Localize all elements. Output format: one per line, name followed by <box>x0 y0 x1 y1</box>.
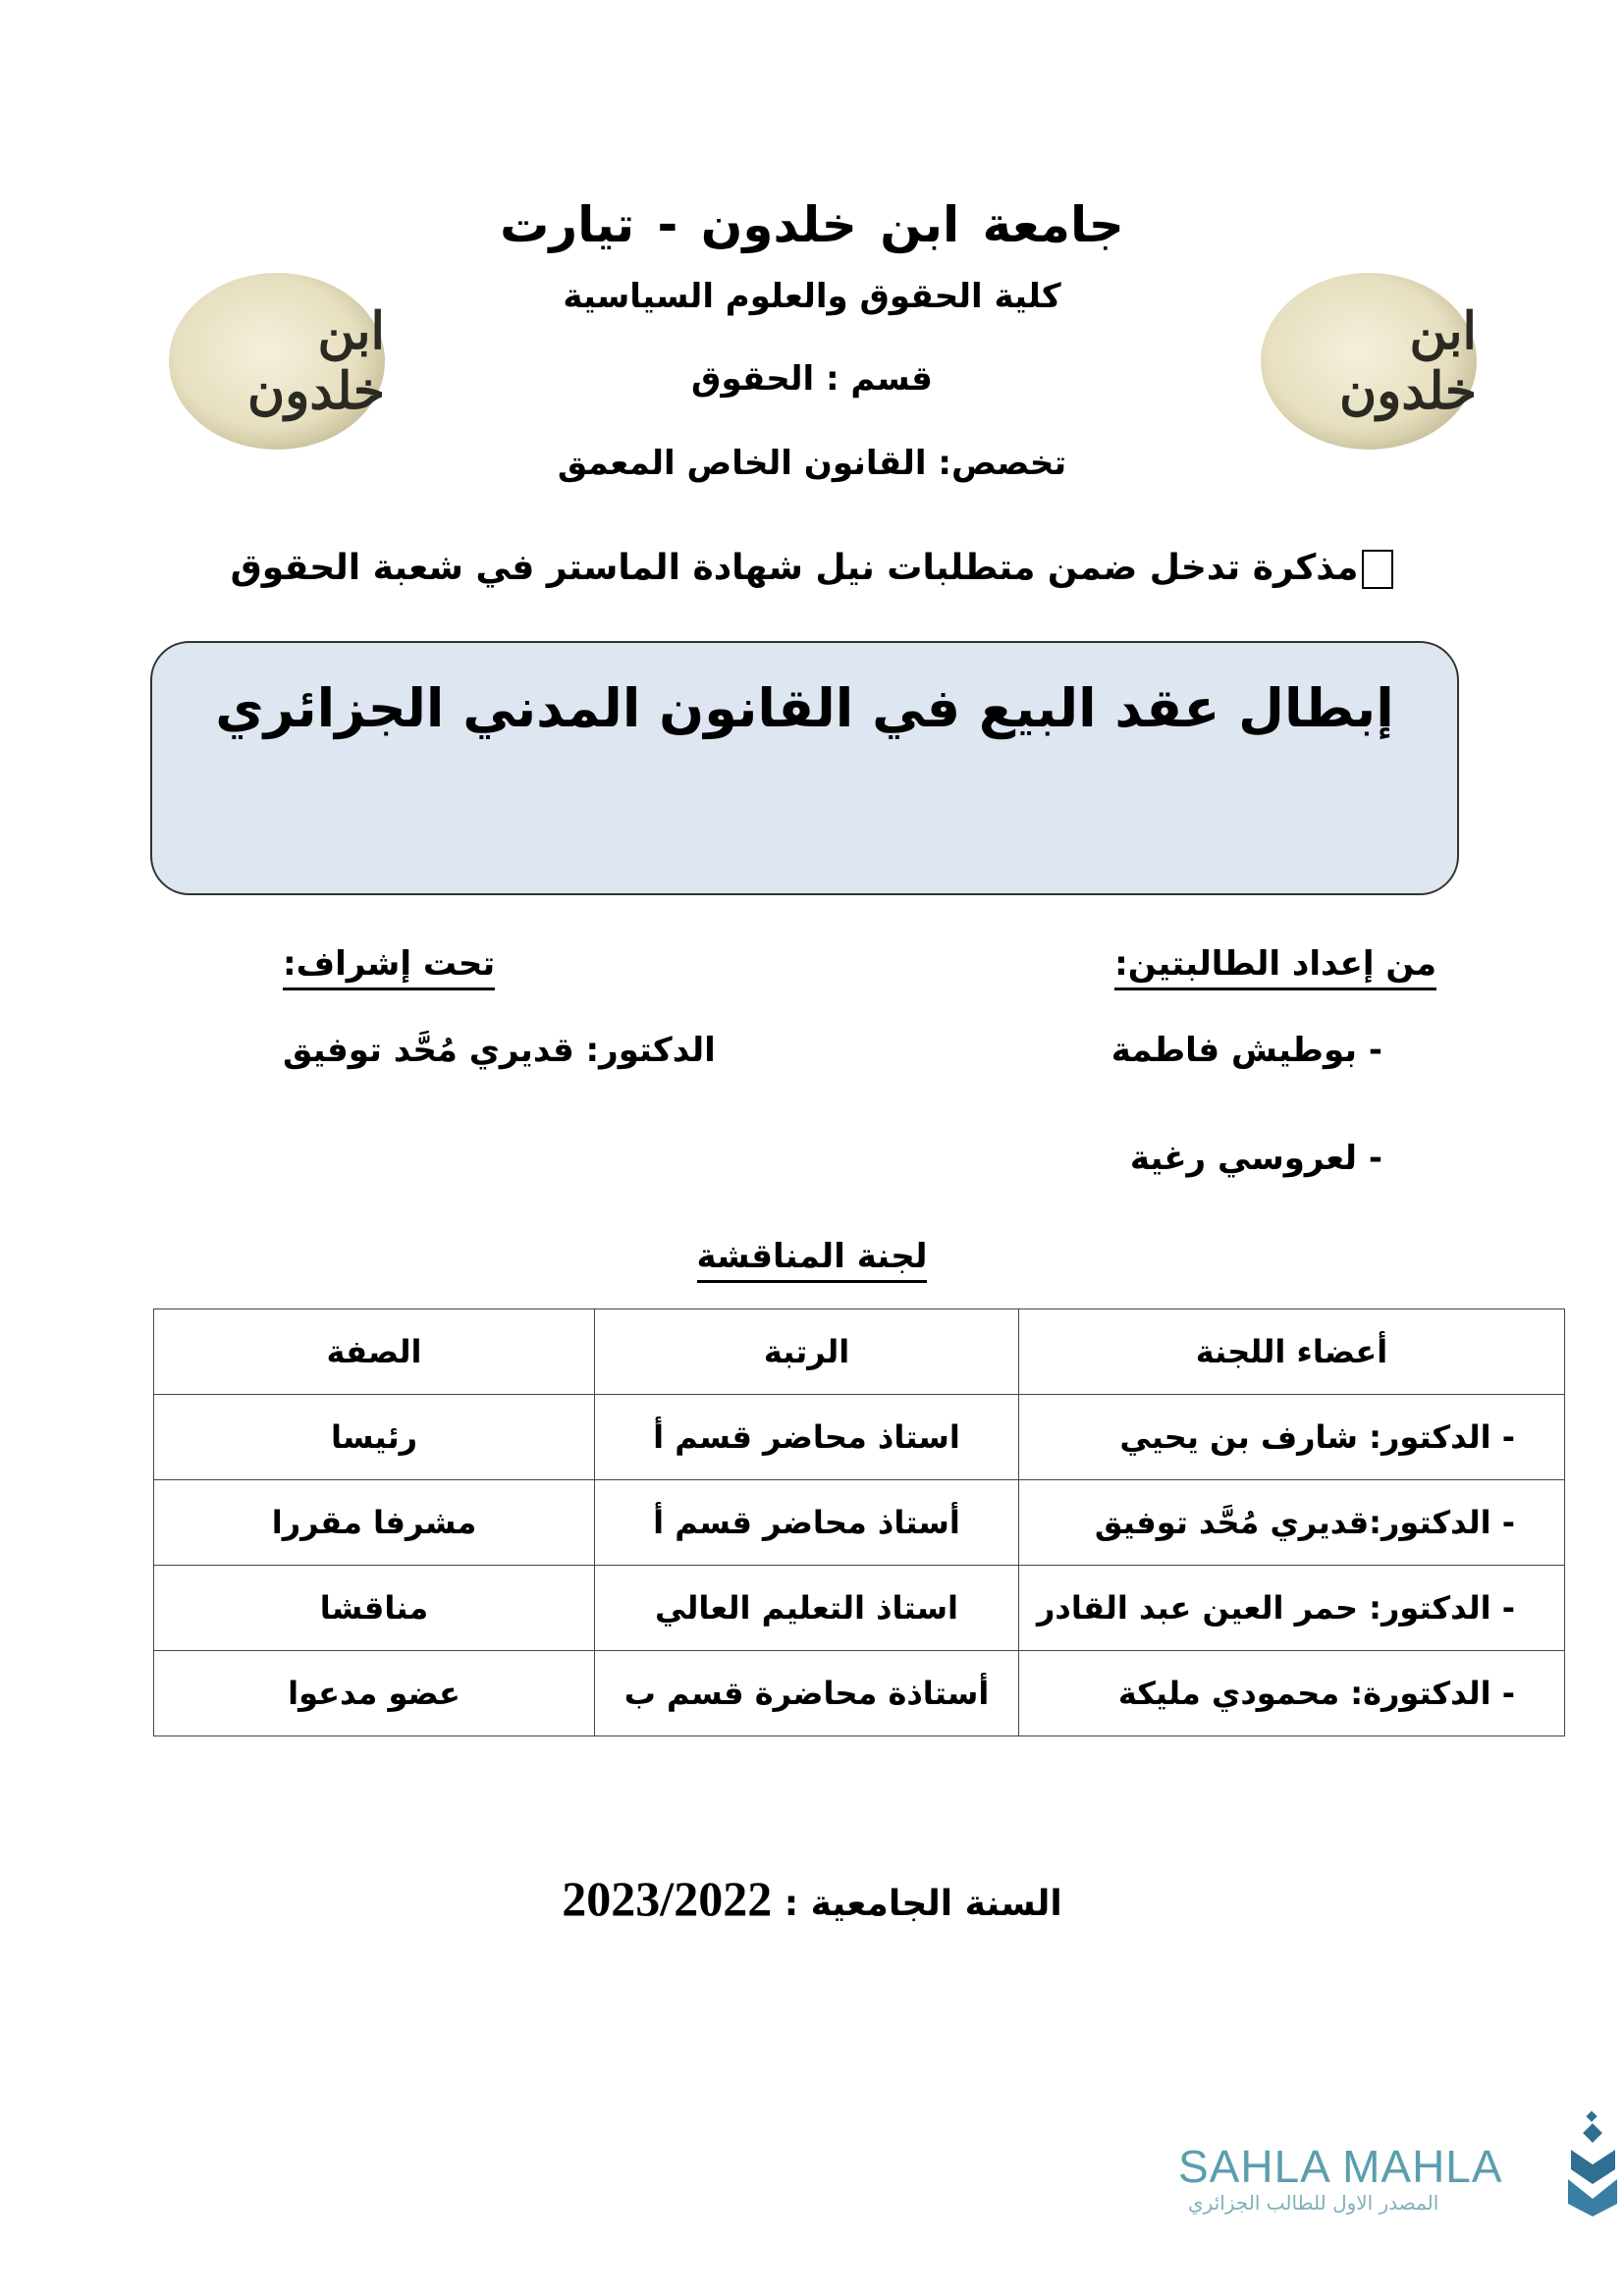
table-row <box>154 1480 1565 1566</box>
member-rank: استاذ التعليم العالي <box>595 1566 1019 1651</box>
member-name: - الدكتور: شارف بن يحيي <box>1019 1395 1565 1480</box>
watermark-brand: SAHLA MAHLA <box>1178 2141 1503 2192</box>
member-name: - الدكتور: حمر العين عبد القادر <box>1019 1566 1565 1651</box>
member-name: - الدكتورة: محمودي مليكة <box>1019 1651 1565 1736</box>
student-name: - بوطيش فاطمة <box>1110 1031 1382 1070</box>
member-rank: أستاذة محاضرة قسم ب <box>595 1651 1019 1736</box>
header-role: الصفة <box>154 1309 595 1395</box>
member-rank: أستاذ محاضر قسم أ <box>595 1480 1019 1566</box>
committee-title-text: لجنة المناقشة <box>697 1237 928 1283</box>
academic-year-value: 2023/2022 <box>562 1871 773 1926</box>
seal-text: ابن خلدون <box>1339 301 1477 421</box>
supervisor-name: الدكتور: قديري مُحَّد توفيق <box>283 1031 716 1070</box>
students-label: من إعداد الطالبتين: <box>1114 944 1436 990</box>
table-row <box>154 1566 1565 1651</box>
member-name: - الدكتور:قديري مُحَّد توفيق <box>1019 1480 1565 1566</box>
faculty-name: كلية الحقوق والعلوم السياسية <box>563 277 1061 316</box>
member-role: مشرفا مقررا <box>154 1480 595 1566</box>
member-role: مناقشا <box>154 1566 595 1651</box>
memo-note-text: مذكرة تدخل ضمن متطلبات نيل شهادة الماستر في شعبة الحقوق <box>230 548 1359 588</box>
member-rank: استاذ محاضر قسم أ <box>595 1395 1019 1480</box>
table-row <box>154 1651 1565 1736</box>
calligraphy-logo-icon <box>1566 2110 1620 2218</box>
header-members: أعضاء اللجنة <box>1019 1309 1565 1395</box>
supervision-label: تحت إشراف: <box>283 944 495 990</box>
committee-table <box>153 1308 1565 1736</box>
sahla-mahla-watermark <box>1178 2110 1620 2218</box>
thesis-title: إبطال عقد البيع في القانون المدني الجزائري <box>215 677 1394 739</box>
seal-text: ابن خلدون <box>247 301 385 421</box>
student-name: - لعروسي رغية <box>1129 1139 1382 1178</box>
header-rank: الرتبة <box>595 1309 1019 1395</box>
watermark-tagline: المصدر الاول للطالب الجزائري <box>1188 2191 1439 2215</box>
checkbox-icon <box>1362 550 1393 589</box>
member-role: رئيسا <box>154 1395 595 1480</box>
committee-title <box>0 1237 1624 1276</box>
table-header-row <box>154 1309 1565 1395</box>
specialty: تخصص: القانون الخاص المعمق <box>557 444 1067 483</box>
academic-year <box>0 1870 1624 1927</box>
member-role: عضو مدعوا <box>154 1651 595 1736</box>
memo-note <box>0 548 1624 589</box>
academic-year-label: السنة الجامعية : <box>784 1884 1062 1924</box>
university-name: جامعة ابن خلدون - تيارت <box>500 196 1124 253</box>
table-row <box>154 1395 1565 1480</box>
department-name: قسم : الحقوق <box>691 359 933 399</box>
